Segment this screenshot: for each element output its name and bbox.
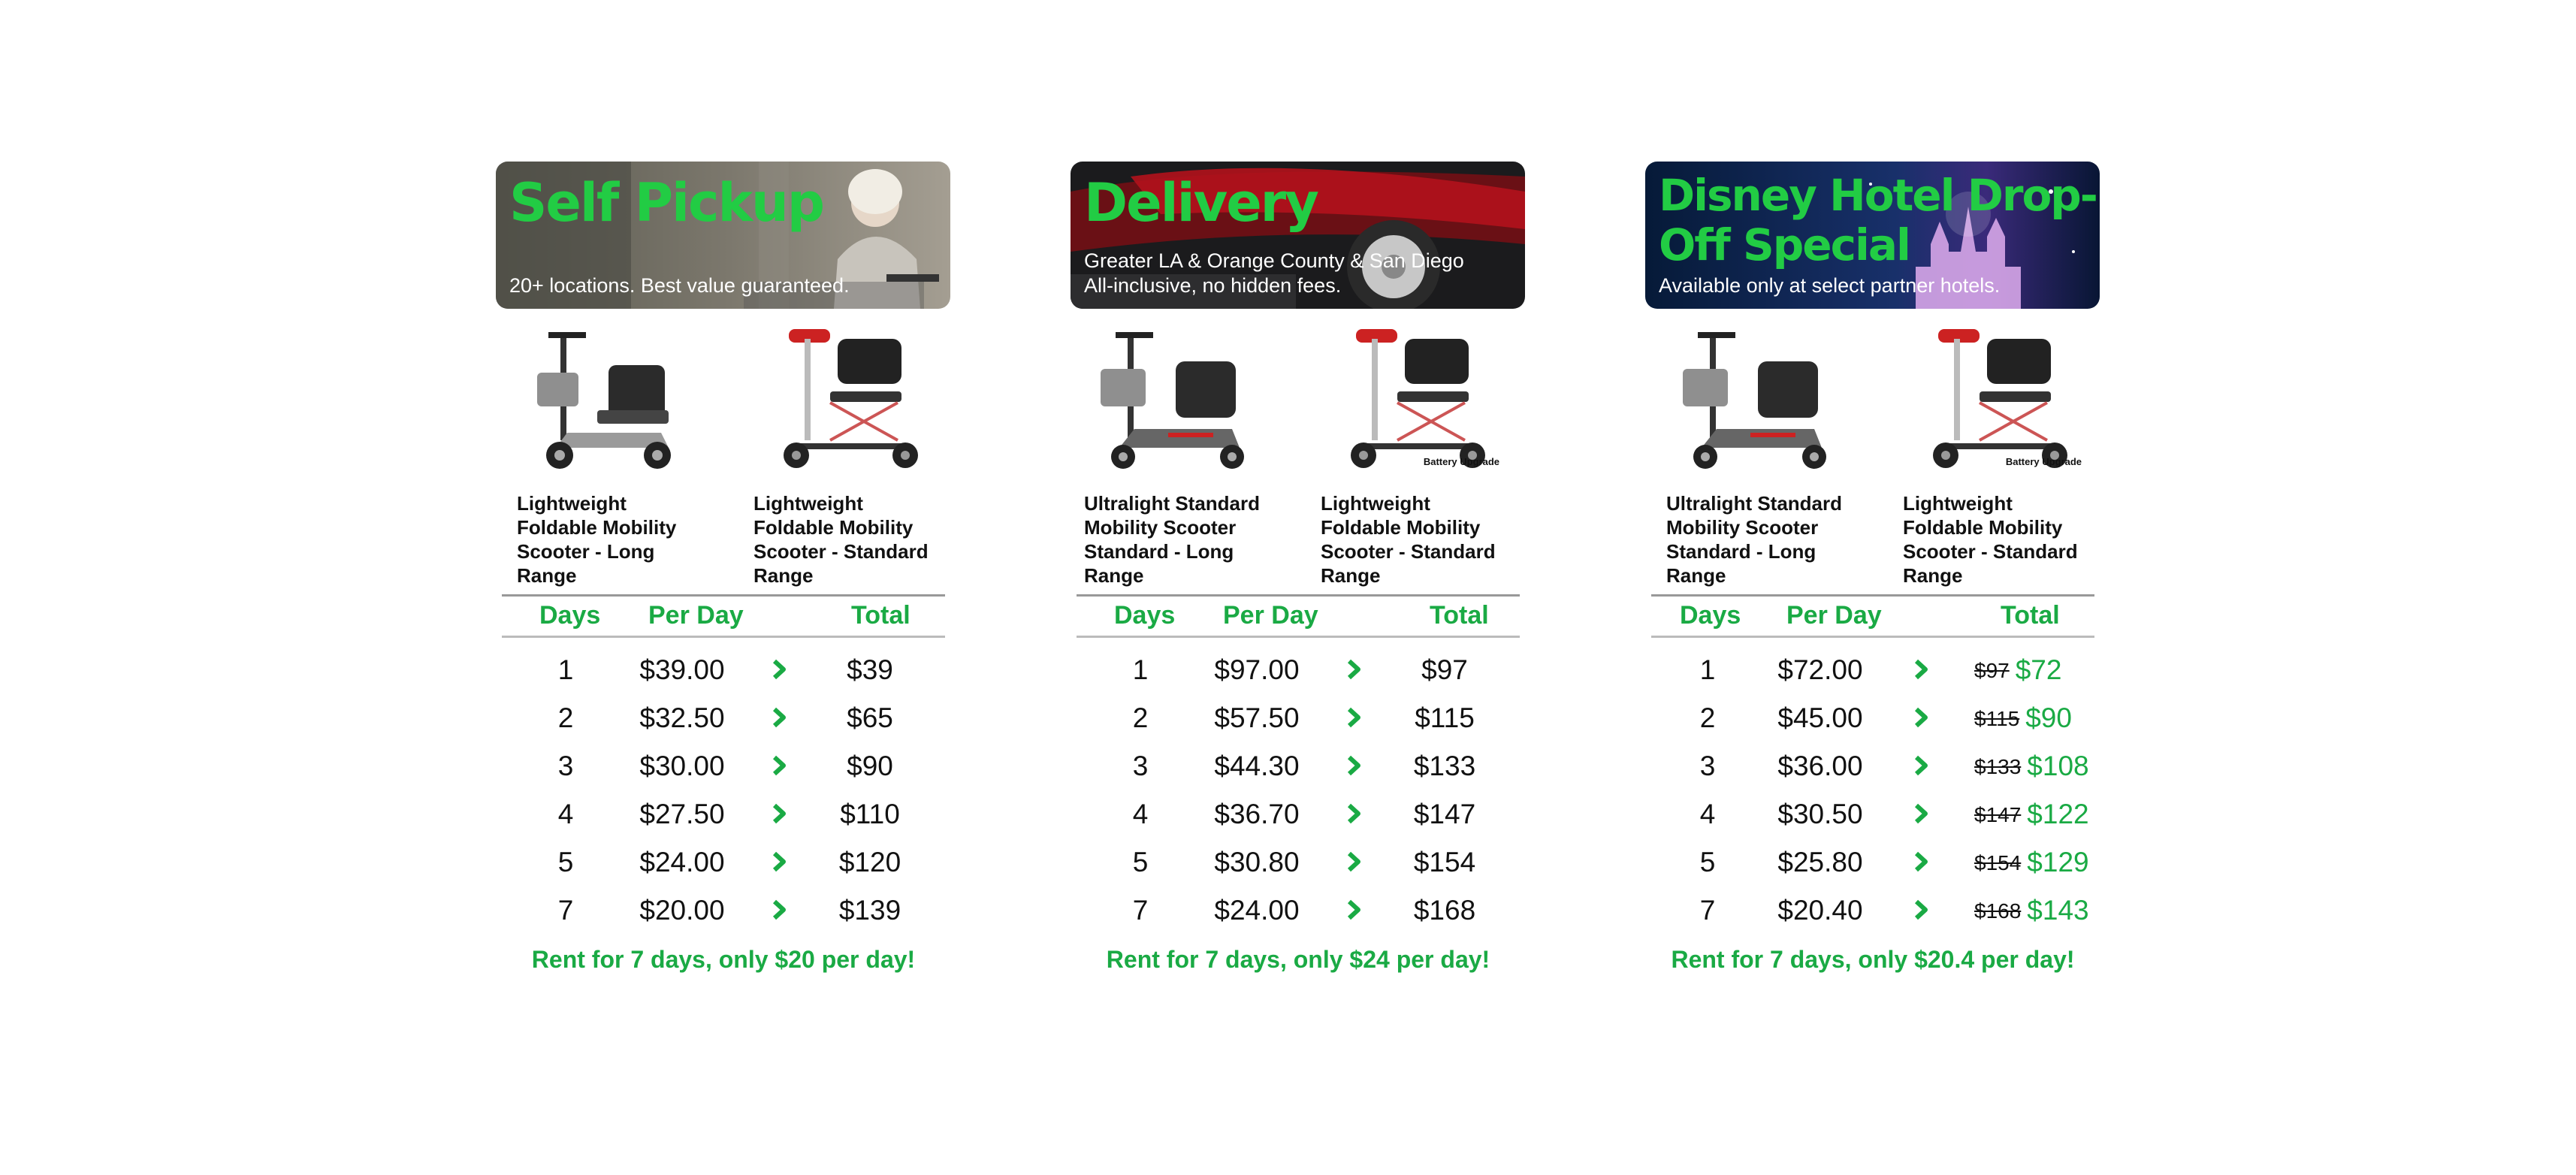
per-day-cell: $97.00	[1214, 654, 1300, 685]
card-subtitle: 20+ locations. Best value guaranteed.	[509, 274, 850, 297]
product-name: Lightweight Foldable Mobility Scooter - Standard Range	[1903, 492, 2078, 587]
product-item[interactable]	[1660, 309, 1871, 588]
product-item[interactable]	[1315, 309, 1525, 588]
product-badge: Battery Upgrade	[2005, 456, 2082, 467]
total-cell: $115	[1415, 702, 1475, 733]
product-list	[496, 309, 950, 594]
chevron-right-icon	[769, 707, 790, 728]
scooter-image	[1078, 320, 1273, 478]
scooter-icon	[1315, 320, 1510, 478]
table-row[interactable]	[1651, 788, 2094, 836]
header-days: Days	[539, 601, 601, 630]
per-day-cell: $27.50	[639, 799, 725, 829]
card-title: Self Pickup	[509, 172, 823, 234]
product-list	[1071, 309, 1525, 594]
header-days: Days	[1114, 601, 1176, 630]
product-list	[1645, 309, 2100, 594]
table-row[interactable]	[1077, 884, 1520, 932]
chevron-right-icon	[1343, 659, 1364, 680]
chevron-right-icon	[1910, 851, 1931, 872]
header-per-day: Per Day	[648, 601, 744, 630]
chevron-right-icon	[1343, 755, 1364, 776]
days-cell: 7	[557, 895, 574, 926]
days-cell: 1	[1699, 654, 1716, 685]
scooter-image	[1315, 320, 1510, 478]
card-title: Disney Hotel Drop- Off Special	[1659, 170, 2097, 270]
product-name: Lightweight Foldable Mobility Scooter - Long Range	[517, 492, 677, 587]
scooter-image	[1660, 320, 1856, 478]
total-cell	[1974, 847, 2089, 878]
table-row[interactable]	[1077, 788, 1520, 836]
chevron-right-icon	[769, 659, 790, 680]
product-name: Lightweight Foldable Mobility Scooter - Standard Range	[1321, 492, 1496, 587]
discounted-price: $122	[2027, 799, 2089, 829]
table-row[interactable]	[1651, 644, 2094, 692]
product-item[interactable]	[1897, 309, 2107, 588]
days-cell: 4	[557, 799, 574, 829]
scooter-image	[1897, 320, 2092, 478]
discounted-price: $108	[2027, 751, 2089, 781]
total-cell	[1974, 654, 2061, 686]
total-cell: $139	[838, 895, 901, 926]
original-price: $97	[1974, 659, 2010, 682]
table-row[interactable]	[502, 836, 945, 884]
promo-footer: Rent for 7 days, only $24 per day!	[1106, 946, 1490, 973]
product-item[interactable]	[511, 309, 721, 588]
days-cell: 4	[1699, 799, 1716, 829]
product-name: Ultralight Standard Mobility Scooter Standard - Long Range	[1084, 492, 1261, 587]
product-name: Lightweight Foldable Mobility Scooter - Standard Range	[753, 492, 929, 587]
total-cell	[1974, 799, 2089, 830]
original-price: $115	[1974, 707, 2020, 730]
header-per-day: Per Day	[1786, 601, 1882, 630]
chevron-right-icon	[1343, 899, 1364, 920]
table-header	[1077, 594, 1520, 638]
card-subtitle: Greater LA & Orange County & San Diego All-inclusive, no hidden fees.	[1084, 249, 1464, 297]
total-cell: $168	[1413, 895, 1476, 926]
chevron-right-icon	[769, 755, 790, 776]
days-cell: 2	[557, 702, 574, 733]
total-cell	[1974, 895, 2089, 926]
header-days: Days	[1680, 601, 1741, 630]
per-day-cell: $45.00	[1777, 702, 1863, 733]
price-table	[502, 594, 945, 932]
total-cell: $97	[1421, 654, 1468, 685]
discounted-price: $129	[2027, 847, 2089, 877]
original-price: $147	[1974, 803, 2022, 826]
days-cell: 1	[1132, 654, 1149, 685]
price-table	[1651, 594, 2094, 932]
scooter-icon	[1078, 320, 1273, 478]
table-row[interactable]	[502, 692, 945, 740]
days-cell: 3	[1132, 751, 1149, 781]
price-table	[1077, 594, 1520, 932]
chevron-right-icon	[1910, 899, 1931, 920]
original-price: $168	[1974, 899, 2022, 923]
promo-footer: Rent for 7 days, only $20 per day!	[531, 946, 916, 973]
table-row[interactable]	[1077, 644, 1520, 692]
days-cell: 2	[1699, 702, 1716, 733]
chevron-right-icon	[1343, 803, 1364, 824]
per-day-cell: $36.00	[1777, 751, 1863, 781]
product-name: Ultralight Standard Mobility Scooter Standard - Long Range	[1666, 492, 1843, 587]
table-header	[502, 594, 945, 638]
per-day-cell: $24.00	[639, 847, 725, 877]
header-total: Total	[1430, 601, 1489, 630]
days-cell: 3	[1699, 751, 1716, 781]
header-per-day: Per Day	[1223, 601, 1318, 630]
product-item[interactable]	[1078, 309, 1288, 588]
table-row[interactable]	[1651, 884, 2094, 932]
per-day-cell: $36.70	[1214, 799, 1300, 829]
chevron-right-icon	[1910, 659, 1931, 680]
chevron-right-icon	[769, 851, 790, 872]
hero-banner[interactable]	[1071, 162, 1525, 309]
original-price: $133	[1974, 755, 2022, 778]
total-cell: $154	[1413, 847, 1476, 877]
discounted-price: $90	[2025, 702, 2072, 733]
total-cell: $147	[1413, 799, 1476, 829]
table-header	[1651, 594, 2094, 638]
table-row[interactable]	[1077, 836, 1520, 884]
table-row[interactable]	[1077, 692, 1520, 740]
table-row[interactable]	[1077, 740, 1520, 788]
days-cell: 5	[1699, 847, 1716, 877]
chevron-right-icon	[1343, 851, 1364, 872]
scooter-icon	[511, 320, 706, 478]
chevron-right-icon	[769, 899, 790, 920]
promo-footer: Rent for 7 days, only $20.4 per day!	[1671, 946, 2075, 973]
table-row[interactable]	[1651, 740, 2094, 788]
per-day-cell: $20.40	[1777, 895, 1863, 926]
chevron-right-icon	[1343, 707, 1364, 728]
product-badge: Battery Upgrade	[1423, 456, 1499, 467]
days-cell: 5	[1132, 847, 1149, 877]
days-cell: 4	[1132, 799, 1149, 829]
chevron-right-icon	[1910, 755, 1931, 776]
discounted-price: $143	[2027, 895, 2089, 926]
card-title: Delivery	[1084, 172, 1318, 234]
per-day-cell: $30.80	[1214, 847, 1300, 877]
header-total: Total	[851, 601, 911, 630]
days-cell: 7	[1699, 895, 1716, 926]
scooter-image	[511, 320, 706, 478]
discounted-price: $72	[2015, 654, 2062, 685]
table-row[interactable]	[502, 740, 945, 788]
chevron-right-icon	[1910, 707, 1931, 728]
total-cell	[1974, 751, 2089, 782]
total-cell: $120	[838, 847, 901, 877]
scooter-icon	[1660, 320, 1856, 478]
total-cell: $133	[1413, 751, 1476, 781]
product-item[interactable]	[747, 309, 958, 588]
chevron-right-icon	[769, 803, 790, 824]
per-day-cell: $24.00	[1214, 895, 1300, 926]
header-total: Total	[2001, 601, 2060, 630]
per-day-cell: $44.30	[1214, 751, 1300, 781]
hero-banner[interactable]	[1645, 162, 2100, 309]
total-cell: $90	[847, 751, 893, 781]
total-cell: $65	[847, 702, 893, 733]
scooter-icon	[747, 320, 943, 478]
days-cell: 2	[1132, 702, 1149, 733]
per-day-cell: $32.50	[639, 702, 725, 733]
table-row[interactable]	[502, 788, 945, 836]
hero-banner[interactable]	[496, 162, 950, 309]
per-day-cell: $20.00	[639, 895, 725, 926]
table-row[interactable]	[502, 644, 945, 692]
scooter-icon	[1897, 320, 2092, 478]
pricing-card-delivery	[1071, 162, 1525, 974]
per-day-cell: $30.50	[1777, 799, 1863, 829]
pricing-card-self-pickup	[496, 162, 950, 974]
scooter-image	[747, 320, 943, 478]
total-cell	[1974, 702, 2072, 734]
chevron-right-icon	[1910, 803, 1931, 824]
per-day-cell: $25.80	[1777, 847, 1863, 877]
total-cell: $39	[847, 654, 893, 685]
per-day-cell: $39.00	[639, 654, 725, 685]
per-day-cell: $30.00	[639, 751, 725, 781]
days-cell: 3	[557, 751, 574, 781]
table-row[interactable]	[502, 884, 945, 932]
table-row[interactable]	[1651, 692, 2094, 740]
table-row[interactable]	[1651, 836, 2094, 884]
total-cell: $110	[840, 799, 900, 829]
days-cell: 5	[557, 847, 574, 877]
per-day-cell: $72.00	[1777, 654, 1863, 685]
original-price: $154	[1974, 851, 2022, 874]
per-day-cell: $57.50	[1214, 702, 1300, 733]
card-subtitle: Available only at select partner hotels.	[1659, 274, 2001, 297]
days-cell: 1	[557, 654, 574, 685]
days-cell: 7	[1132, 895, 1149, 926]
pricing-card-disney-hotel	[1645, 162, 2100, 974]
